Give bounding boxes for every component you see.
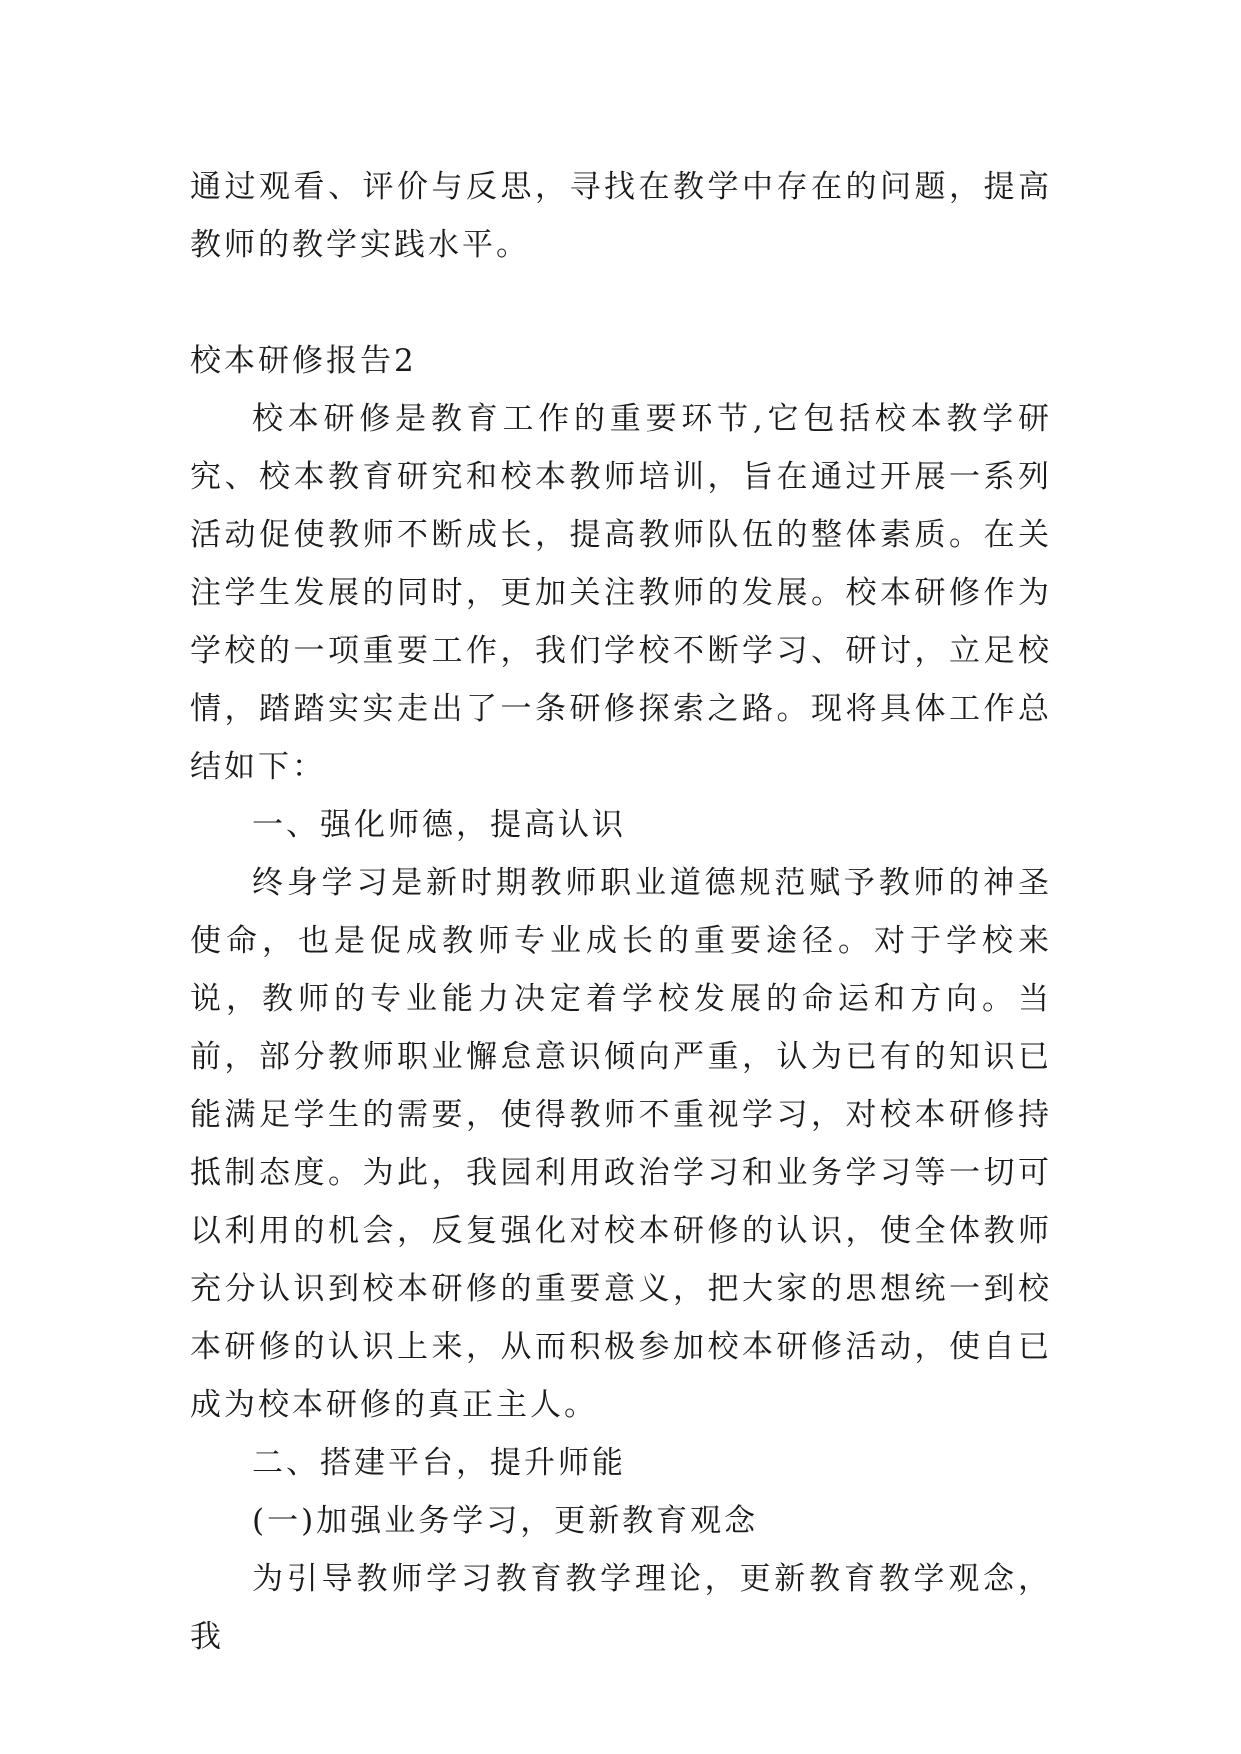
subsection-heading-2-1: (一)加强业务学习，更新教育观念 bbox=[252, 1503, 759, 1539]
report-title: 校本研修报告2 bbox=[190, 343, 417, 379]
paragraph-continuation: 通过观看、评价与反思，寻找在教学中存在的问题，提高教师的教学实践水平。 bbox=[190, 169, 1052, 263]
paragraph-gap bbox=[190, 274, 1052, 332]
document-body bbox=[190, 158, 1052, 1666]
section-heading-1: 一、强化师德，提高认识 bbox=[252, 807, 626, 843]
paragraph-intro: 校本研修是教育工作的重要环节,它包括校本教学研究、校本教育研究和校本教师培训，旨在通过开展一系列活动促使教师不断成长，提高教师队伍的整体素质。在关注学生发展的同时，更加关注教师的发展。校本研修作为学校的一项重要工作，我们学校不断学习、研讨，立足校情，踏踏实实走出了一条研修探索之路。现将具体工作总结如下： bbox=[190, 401, 1052, 785]
paragraph-section-1: 终身学习是新时期教师职业道德规范赋予教师的神圣使命，也是促成教师专业成长的重要途径。对于学校来说，教师的专业能力决定着学校发展的命运和方向。当前，部分教师职业懈怠意识倾向严重，认为已有的知识已能满足学生的需要，使得教师不重视学习，对校本研修持抵制态度。为此，我园利用政治学习和业务学习等一切可以利用的机会，反复强化对校本研修的认识，使全体教师充分认识到校本研修的重要意义，把大家的思想统一到校本研修的认识上来，从而积极参加校本研修活动，使自已成为校本研修的真正主人。 bbox=[190, 865, 1052, 1423]
paragraph-subsection-2-1: 为引导教师学习教育教学理论，更新教育教学观念，我 bbox=[190, 1561, 1052, 1655]
section-heading-2: 二、搭建平台，提升师能 bbox=[252, 1445, 626, 1481]
